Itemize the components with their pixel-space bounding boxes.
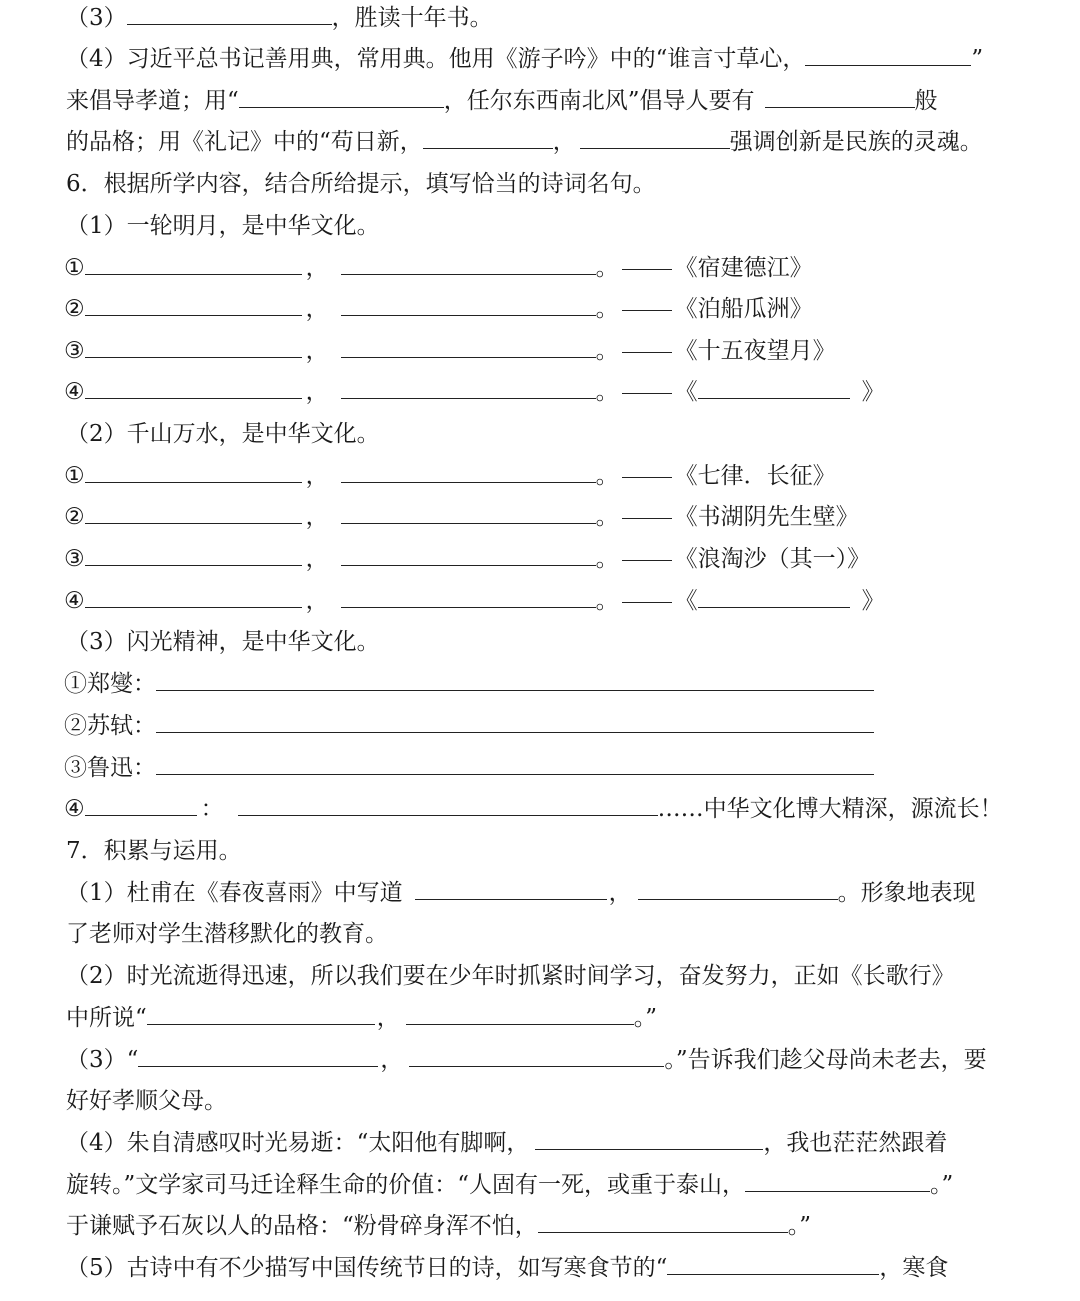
answer-blank[interactable] <box>341 249 596 275</box>
q6-s1-item-2 <box>0 288 1080 330</box>
answer-blank[interactable] <box>85 290 302 316</box>
period: 。 <box>595 588 619 614</box>
q7-text: 好好孝顺父母。 <box>66 1088 227 1114</box>
comma: ， <box>305 504 329 530</box>
item-number: ④ <box>64 796 85 822</box>
q7-text: 旋转。”文学家司马迁诠释生命的价值：“人固有一死，或重于泰山， <box>66 1172 746 1198</box>
poem-source: 《十五夜望月》 <box>674 338 836 364</box>
q6-s3-item-1 <box>0 663 1080 705</box>
answer-blank[interactable] <box>238 790 658 816</box>
dash <box>622 560 672 561</box>
answer-blank[interactable] <box>147 999 375 1025</box>
q6-s2-item-2 <box>0 496 1080 538</box>
comma: ， <box>305 296 329 322</box>
q6-s2-item-1 <box>0 455 1080 497</box>
answer-blank[interactable] <box>156 749 874 775</box>
dash <box>622 602 672 603</box>
dash <box>622 518 672 519</box>
answer-blank[interactable] <box>745 1166 930 1192</box>
q6-s1-item-4 <box>0 371 1080 413</box>
q7-title <box>0 830 1080 872</box>
q6-s1-item-1 <box>0 247 1080 289</box>
q7-text: ，我也茫茫然跟着 <box>763 1130 948 1156</box>
q7-text: 。” <box>787 1213 812 1239</box>
answer-blank[interactable] <box>85 790 197 816</box>
answer-blank[interactable] <box>85 582 302 608</box>
q6-sub3-title <box>0 621 1080 663</box>
q5-part3-line <box>0 0 1080 39</box>
answer-blank[interactable] <box>127 0 332 25</box>
poem-source: 《书湖阴先生壁》 <box>674 504 859 530</box>
colon: ： <box>200 796 224 822</box>
q6-s2-item-3 <box>0 538 1080 580</box>
answer-blank[interactable] <box>341 498 596 524</box>
q6-sub2-title <box>0 413 1080 455</box>
comma: ， <box>305 546 329 572</box>
comma: ， <box>376 1005 400 1031</box>
item-number: ① <box>64 463 85 489</box>
period: 。 <box>595 463 619 489</box>
q6-s3-item-3 <box>0 747 1080 789</box>
q5-part4-label: （4） <box>66 46 127 72</box>
q7-text: 。”告诉我们趁父母尚未老去，要 <box>664 1047 987 1073</box>
poem-source: 《浪淘沙（其一）》 <box>674 546 871 572</box>
answer-blank[interactable] <box>698 373 850 399</box>
q7-text: 。形象地表现 <box>837 880 976 906</box>
book-title-open: 《 <box>674 379 698 405</box>
item-number: ① <box>64 255 85 281</box>
q7-p3-line2 <box>0 1080 1080 1122</box>
q7-text: （1）杜甫在《春夜喜雨》中写道 <box>66 880 403 906</box>
q7-text: 了老师对学生潜移默化的教育。 <box>66 921 388 947</box>
subquestion-title: （2）千山万水，是中华文化。 <box>66 421 380 447</box>
period: 。 <box>595 546 619 572</box>
book-title-close: 》 <box>861 588 885 614</box>
q6-s1-item-3 <box>0 330 1080 372</box>
closing-text: ……中华文化博大精深，源流长！ <box>657 796 1003 822</box>
comma: ， <box>305 379 329 405</box>
period: 。 <box>595 296 619 322</box>
q7-p3-line1 <box>0 1039 1080 1081</box>
q5-part4-text: 般 <box>914 88 938 114</box>
comma: ， <box>608 880 632 906</box>
q6-title <box>0 163 1080 205</box>
subquestion-title: （3）闪光精神，是中华文化。 <box>66 629 380 655</box>
question-title: 7．积累与运用。 <box>66 838 242 864</box>
answer-blank[interactable] <box>138 1041 378 1067</box>
answer-blank[interactable] <box>85 332 302 358</box>
dash <box>622 352 672 353</box>
q6-s3-item-4 <box>0 788 1080 830</box>
answer-blank[interactable] <box>580 123 730 149</box>
item-number: ② <box>64 504 85 530</box>
answer-blank[interactable] <box>341 582 596 608</box>
q6-sub1-title <box>0 205 1080 247</box>
answer-blank[interactable] <box>341 332 596 358</box>
q7-text: 。” <box>930 1172 954 1198</box>
q7-text: ，寒食 <box>879 1255 949 1281</box>
answer-blank[interactable] <box>156 707 874 733</box>
q5-part4-text: 的品格；用《礼记》中的“苟日新， <box>66 129 423 155</box>
answer-blank[interactable] <box>85 498 302 524</box>
q5-part4-text: 强调创新是民族的灵魂。 <box>729 129 983 155</box>
q5-part4-text: 习近平总书记善用典，常用典。他用《游子吟》中的“谁言寸草心， <box>126 46 806 72</box>
q6-s2-item-4 <box>0 580 1080 622</box>
q5-part3-text: ，胜读十年书。 <box>331 5 493 31</box>
answer-blank[interactable] <box>406 999 634 1025</box>
dash <box>622 393 672 394</box>
item-number: ④ <box>64 588 85 614</box>
answer-blank[interactable] <box>423 123 553 149</box>
person-label: ③鲁迅： <box>64 755 156 781</box>
answer-blank[interactable] <box>415 874 607 900</box>
answer-blank[interactable] <box>341 290 596 316</box>
period: 。 <box>595 379 619 405</box>
answer-blank[interactable] <box>239 82 444 108</box>
dash <box>622 269 672 270</box>
q5-part4-line2 <box>0 80 1080 122</box>
q7-text: 。” <box>633 1005 658 1031</box>
q7-p4-line3 <box>0 1205 1080 1247</box>
comma: ， <box>552 129 576 155</box>
item-number: ④ <box>64 379 85 405</box>
item-number: ② <box>64 296 85 322</box>
quote-mark: ” <box>971 46 984 72</box>
q7-text: （2）时光流逝得迅速，所以我们要在少年时抓紧时间学习，奋发努力，正如《长歌行》 <box>66 963 955 989</box>
answer-blank[interactable] <box>535 1124 763 1150</box>
answer-blank[interactable] <box>341 373 596 399</box>
person-label: ②苏轼： <box>64 713 156 739</box>
q7-text: 于谦赋予石灰以人的品格：“粉骨碎身浑不怕， <box>66 1213 538 1239</box>
poem-source: 《泊船瓜洲》 <box>674 296 813 322</box>
period: 。 <box>595 504 619 530</box>
q6-s3-item-2 <box>0 705 1080 747</box>
dash <box>622 477 672 478</box>
comma: ， <box>305 588 329 614</box>
subquestion-title: （1）一轮明月，是中华文化。 <box>66 213 380 239</box>
answer-blank[interactable] <box>341 540 596 566</box>
comma: ， <box>305 338 329 364</box>
poem-source: 《七律．长征》 <box>674 463 836 489</box>
q7-p2-line2 <box>0 997 1080 1039</box>
answer-blank[interactable] <box>765 82 915 108</box>
q5-part4-line1 <box>0 38 1080 80</box>
q7-p1-line2 <box>0 913 1080 955</box>
answer-blank[interactable] <box>341 457 596 483</box>
q7-p2-line1 <box>0 955 1080 997</box>
answer-blank[interactable] <box>85 249 302 275</box>
poem-source: 《宿建德江》 <box>674 255 813 281</box>
answer-blank[interactable] <box>85 373 302 399</box>
book-title-open: 《 <box>674 588 698 614</box>
book-title-close: 》 <box>861 379 885 405</box>
q7-p1-line1 <box>0 872 1080 914</box>
answer-blank[interactable] <box>667 1249 879 1275</box>
answer-blank[interactable] <box>638 874 838 900</box>
dash <box>622 310 672 311</box>
q5-part4-line3 <box>0 121 1080 163</box>
q7-p4-line2 <box>0 1164 1080 1206</box>
answer-blank[interactable] <box>538 1207 788 1233</box>
comma: ， <box>305 255 329 281</box>
period: 。 <box>595 255 619 281</box>
comma: ， <box>380 1047 404 1073</box>
item-number: ③ <box>64 338 85 364</box>
answer-blank[interactable] <box>85 457 302 483</box>
answer-blank[interactable] <box>698 582 850 608</box>
q7-p5-line1 <box>0 1247 1080 1289</box>
q7-text: （4）朱自清感叹时光易逝：“太阳他有脚啊， <box>66 1130 530 1156</box>
q7-text: （5）古诗中有不少描写中国传统节日的诗，如写寒食节的“ <box>66 1255 668 1281</box>
q7-text: （3）“ <box>66 1047 139 1073</box>
question-title: 6．根据所学内容，结合所给提示，填写恰当的诗词名句。 <box>66 171 656 197</box>
answer-blank[interactable] <box>409 1041 664 1067</box>
comma: ， <box>305 463 329 489</box>
answer-blank[interactable] <box>805 40 971 66</box>
q7-text: 中所说“ <box>66 1005 147 1031</box>
q7-p4-line1 <box>0 1122 1080 1164</box>
period: 。 <box>595 338 619 364</box>
q5-part4-text: 来倡导孝道；用“ <box>66 88 239 114</box>
q5-part3-label: （3） <box>66 5 127 31</box>
answer-blank[interactable] <box>85 540 302 566</box>
person-label: ①郑燮： <box>64 671 156 697</box>
item-number: ③ <box>64 546 85 572</box>
q5-part4-text: ，任尔东西南北风”倡导人要有 <box>443 88 755 114</box>
answer-blank[interactable] <box>156 665 874 691</box>
